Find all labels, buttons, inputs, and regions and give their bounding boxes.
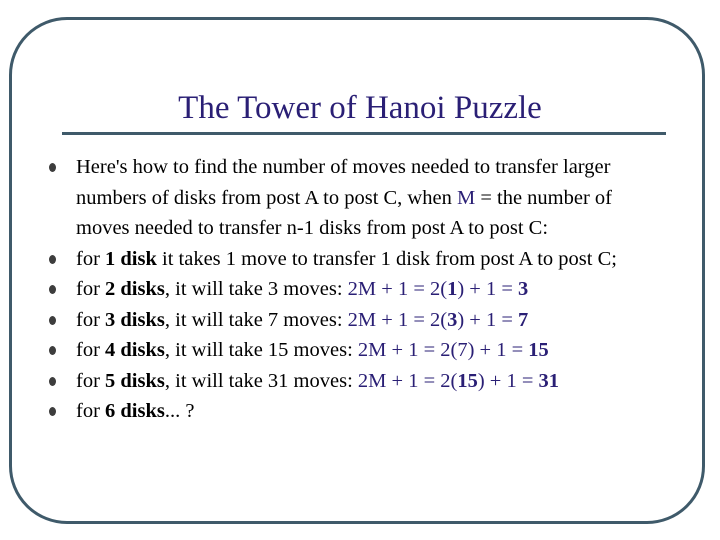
bullet-item-3-disks [0, 305, 636, 336]
bullet-text: for [76, 278, 106, 300]
formula [358, 339, 549, 361]
bullet-list [0, 152, 720, 427]
formula-text: 2M + 1 = 2( [357, 369, 458, 392]
disk-count: 2 disks [105, 278, 165, 300]
bullet-text: = the number of moves needed to transfer n-1 disks from post A to post C: [76, 186, 613, 239]
bullet-dot-icon [49, 285, 56, 294]
formula [358, 370, 559, 392]
bullet-text: , it will take 7 moves: [164, 308, 348, 331]
formula-text: ) + 1 = [457, 308, 519, 331]
formula-value: 15 [457, 369, 478, 392]
formula-result: 3 [518, 278, 529, 300]
bullet-item-1-disk [0, 244, 636, 275]
bullet-item-intro [0, 152, 636, 244]
bullet-text: for [76, 247, 106, 270]
formula [348, 278, 529, 300]
bullet-item-2-disks [0, 274, 636, 305]
bullet-item-5-disks [0, 366, 636, 397]
formula-text: 2M + 1 = 2( [347, 308, 448, 331]
bullet-text: for [76, 369, 106, 392]
bullet-item-6-disks [0, 396, 636, 427]
bullet-text: , it will take 31 moves: [164, 369, 358, 392]
bullet-text: for [76, 339, 106, 361]
formula-text: ) + 1 = [477, 369, 539, 392]
formula-result: 15 [528, 339, 549, 361]
variable-m: M [456, 186, 476, 209]
bullet-text: , it will take 3 moves: [164, 278, 348, 300]
disk-count: 3 disks [105, 308, 165, 331]
formula-result: 7 [518, 308, 529, 331]
title-underline [62, 132, 666, 135]
formula-value: 1 [447, 278, 458, 300]
bullet-text: Here's how to find the number of moves needed to transfer larger numbers of disks from post A to post C, when [76, 156, 611, 209]
bullet-dot-icon [49, 163, 56, 172]
bullet-dot-icon [49, 407, 56, 416]
bullet-text: ... ? [164, 400, 195, 422]
bullet-text: for [76, 400, 106, 422]
formula-result: 31 [538, 369, 560, 392]
bullet-dot-icon [49, 377, 56, 386]
bullet-text: , it will take 15 moves: [164, 339, 358, 361]
bullet-text: it takes 1 move to transfer 1 disk from post A to post C; [156, 247, 617, 270]
disk-count: 5 disks [105, 369, 165, 392]
disk-count: 1 disk [105, 247, 157, 270]
bullet-dot-icon [49, 316, 56, 325]
bullet-dot-icon [49, 255, 56, 264]
disk-count: 4 disks [105, 339, 165, 361]
formula-text: 2M + 1 = 2(7) + 1 = [357, 339, 529, 361]
disk-count: 6 disks [105, 400, 165, 422]
formula-text: ) + 1 = [457, 278, 519, 300]
formula [348, 309, 529, 331]
formula-text: 2M + 1 = 2( [347, 278, 448, 300]
bullet-dot-icon [49, 346, 56, 355]
slide-title: The Tower of Hanoi Puzzle [178, 90, 542, 126]
formula-value: 3 [447, 308, 458, 331]
bullet-text: for [76, 308, 106, 331]
bullet-item-4-disks [0, 335, 636, 366]
